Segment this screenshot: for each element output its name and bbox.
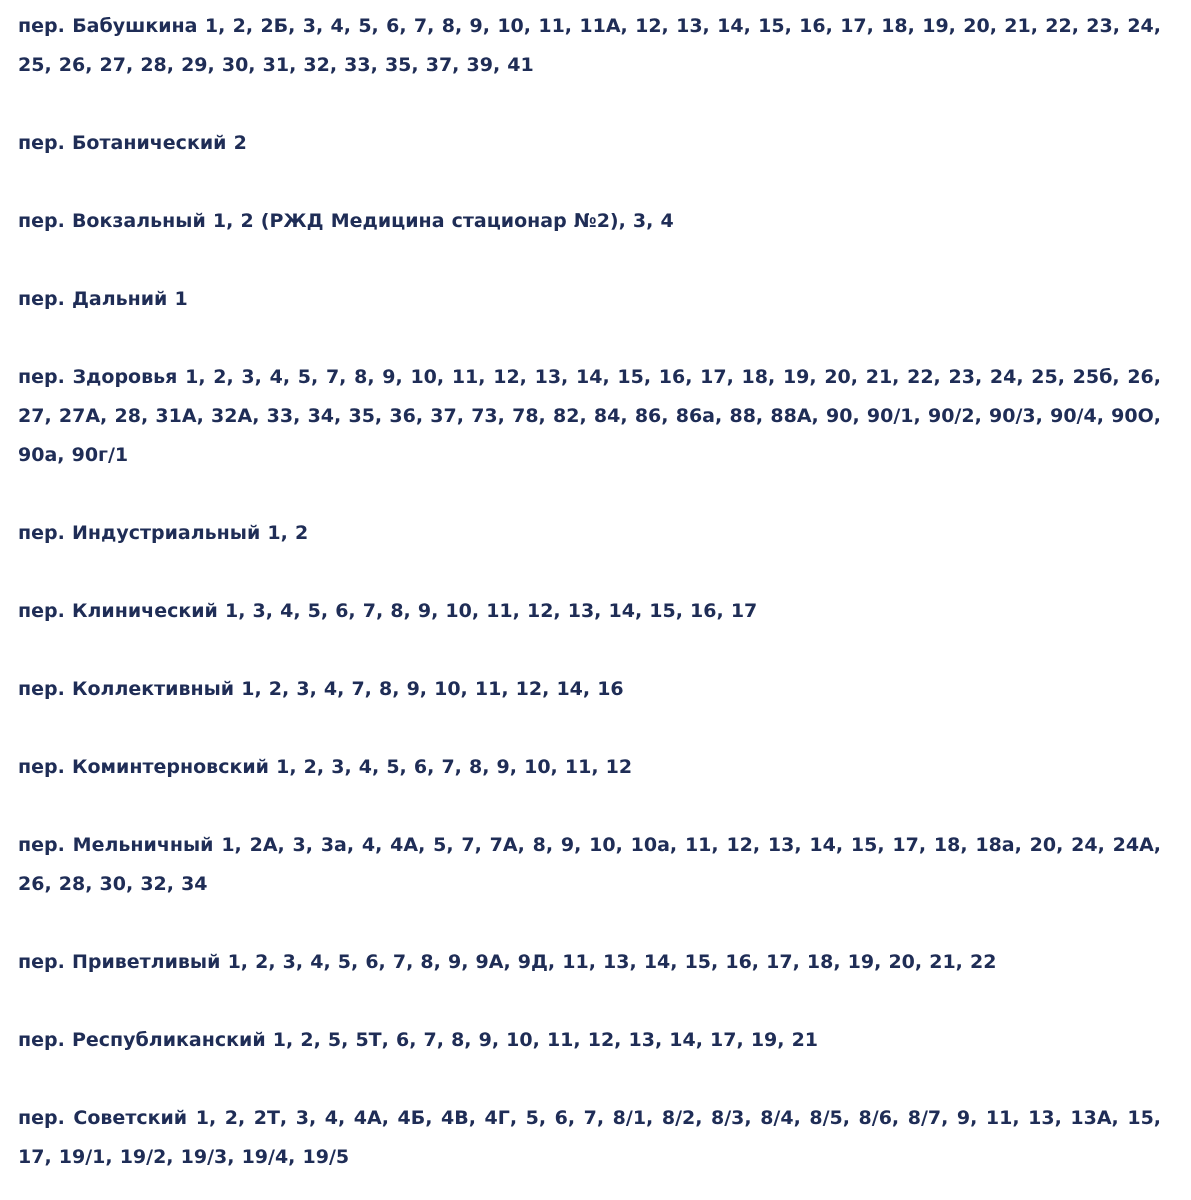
- house-numbers: 1, 3, 4, 5, 6, 7, 8, 9, 10, 11, 12, 13, 14, 15, 16, 17: [225, 600, 758, 622]
- house-numbers: 1: [174, 288, 188, 310]
- street-name: пер. Клинический: [18, 600, 218, 622]
- list-item: [18, 1021, 1161, 1060]
- list-item: [18, 670, 1161, 709]
- list-item: [18, 592, 1161, 631]
- house-numbers: 1, 2, 2Т, 3, 4, 4А, 4Б, 4В, 4Г, 5, 6, 7, 8/1, 8/2, 8/3, 8/4, 8/5, 8/6, 8/7, 9, 11, 13, 13А, 15, 17, 19/1, 19/2, 19/3, 19/4, 19/5: [18, 1107, 1162, 1168]
- street-name: пер. Ботанический: [18, 132, 227, 154]
- list-item: [18, 514, 1161, 553]
- street-name: пер. Здоровья: [18, 366, 178, 388]
- house-numbers: 1, 2, 3, 4, 5, 7, 8, 9, 10, 11, 12, 13, 14, 15, 16, 17, 18, 19, 20, 21, 22, 23, 24, 25, 25б, 26, 27, 27А, 28, 31А, 32А, 33, 34, 35, 36, 37, 73, 78, 82, 84, 86, 86а, 88, 88А, 90, 90/1, 90/2, 90/3, 90/4, 90О, 90а, 90г/1: [18, 366, 1161, 466]
- street-name: пер. Советский: [18, 1107, 188, 1129]
- house-numbers: 1, 2, 3, 4, 7, 8, 9, 10, 11, 12, 14, 16: [241, 678, 624, 700]
- list-item: [18, 358, 1161, 475]
- house-numbers: 1, 2 (РЖД Медицина стационар №2), 3, 4: [212, 210, 674, 232]
- house-numbers: 1, 2, 2Б, 3, 4, 5, 6, 7, 8, 9, 10, 11, 11А, 12, 13, 14, 15, 16, 17, 18, 19, 20, 21, 22, 23, 24, 25, 26, 27, 28, 29, 30, 31, 32, 33, 35, 37, 39, 41: [18, 15, 1161, 76]
- list-item: [18, 1099, 1161, 1177]
- house-numbers: 1, 2, 3, 4, 5, 6, 7, 8, 9, 9А, 9Д, 11, 13, 14, 15, 16, 17, 18, 19, 20, 21, 22: [227, 951, 997, 973]
- street-name: пер. Вокзальный: [18, 210, 206, 232]
- street-name: пер. Приветливый: [18, 951, 221, 973]
- list-item: [18, 826, 1161, 904]
- street-name: пер. Дальний: [18, 288, 168, 310]
- list-item: [18, 124, 1161, 163]
- house-numbers: 2: [233, 132, 247, 154]
- house-numbers: 1, 2, 3, 4, 5, 6, 7, 8, 9, 10, 11, 12: [276, 756, 633, 778]
- street-name: пер. Бабушкина: [18, 15, 198, 37]
- street-name: пер. Республиканский: [18, 1029, 266, 1051]
- street-name: пер. Индустриальный: [18, 522, 261, 544]
- list-item: [18, 748, 1161, 787]
- street-name: пер. Коминтерновский: [18, 756, 269, 778]
- house-numbers: 1, 2А, 3, 3а, 4, 4А, 5, 7, 7А, 8, 9, 10, 10а, 11, 12, 13, 14, 15, 17, 18, 18а, 20, 24, 24А, 26, 28, 30, 32, 34: [18, 834, 1161, 895]
- list-item: [18, 7, 1161, 85]
- list-item: [18, 202, 1161, 241]
- house-numbers: 1, 2: [267, 522, 309, 544]
- house-numbers: 1, 2, 5, 5Т, 6, 7, 8, 9, 10, 11, 12, 13, 14, 17, 19, 21: [272, 1029, 819, 1051]
- street-name: пер. Коллективный: [18, 678, 235, 700]
- list-item: [18, 280, 1161, 319]
- list-item: [18, 943, 1161, 982]
- street-name: пер. Мельничный: [18, 834, 214, 856]
